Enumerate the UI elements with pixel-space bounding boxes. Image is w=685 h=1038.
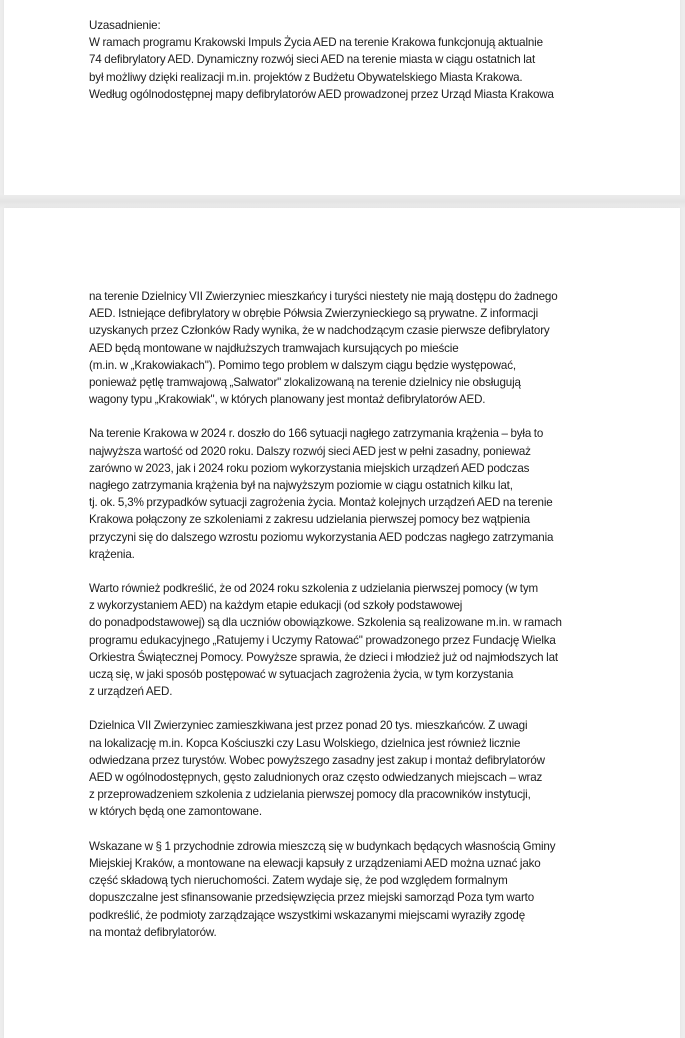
text-line: uzyskanych przez Członków Rady wynika, że w nadchodzącym czasie pierwsze defibrylatory: [89, 324, 550, 338]
text-line: Według ogólnodostępnej mapy defibrylatorów AED prowadzonej przez Urząd Miasta Krakowa: [89, 87, 554, 101]
text-line: AED. Istniejące defibrylatory w obrębie Półwsia Zwierzynieckiego są prywatne. Z informacji: [89, 307, 539, 321]
text-line: ponieważ pętlę tramwajową „Salwator" zlokalizowaną na terenie dzielnicy nie obsługują: [89, 376, 521, 390]
document-page-1: [4, 0, 680, 195]
text-line: z wykorzystaniem AED) na każdym etapie edukacji (od szkoły podstawowej: [89, 599, 463, 613]
text-line: AED będą montowane w najdłuższych tramwajach kursujących po mieście: [89, 341, 459, 355]
document-page-2: [4, 208, 680, 1038]
text-line: dopuszczalne jest sfinansowanie przedsięwzięcia przez miejski samorząd Poza tym warto: [89, 891, 535, 905]
text-line: W ramach programu Krakowski Impuls Życia AED na terenie Krakowa funkcjonują aktualnie: [89, 36, 543, 50]
page-separator: [0, 195, 685, 208]
text-line: Wskazane w § 1 przychodnie zdrowia mieszczą się w budynkach będących własnością Gminy: [89, 839, 556, 853]
text-line: na montaż defibrylatorów.: [89, 925, 217, 939]
text-line: nagłego zatrzymania krążenia był na najwyższym poziomie w ciągu ostatnich kilku lat,: [89, 479, 513, 493]
text-line: podkreślić, że podmioty zarządzające wszystkimi wskazanymi miejscami wyraziły zgodę: [89, 908, 526, 922]
paragraph-district-population: [89, 717, 609, 820]
text-line: część składową tych nieruchomości. Zatem wydaje się, że pod względem formalnym: [89, 874, 508, 888]
text-line: z przeprowadzeniem szkolenia z udzielania pierwszej pomocy dla pracowników instytucji,: [89, 788, 531, 802]
justification-section-continued: [89, 288, 609, 941]
text-line: Warto również podkreślić, że od 2024 roku szkolenia z udzielania pierwszej pomocy (w tym: [89, 582, 538, 596]
text-line: najwyższa wartość od 2020 roku. Dalszy rozwój sieci AED jest w pełni zasadny, ponieważ: [89, 444, 531, 458]
text-line: na lokalizację m.in. Kopca Kościuszki czy Lasu Wolskiego, dzielnica jest również licznie: [89, 736, 521, 750]
text-line: wagony typu „Krakowiak", w których planowany jest montaż defibrylatorów AED.: [89, 393, 486, 407]
text-line: zarówno w 2023, jak i 2024 roku poziom wykorzystania miejskich urządzeń AED podczas: [89, 461, 530, 475]
paragraph-spacer: [89, 821, 609, 838]
paragraph-spacer: [89, 700, 609, 717]
text-line: Na terenie Krakowa w 2024 r. doszło do 166 sytuacji nagłego zatrzymania krążenia – była to: [89, 427, 544, 441]
text-line: na terenie Dzielnicy VII Zwierzyniec mieszkańcy i turyści niestety nie mają dostępu do żadnego: [89, 290, 558, 303]
paragraph-health-clinics: [89, 838, 609, 941]
text-line: programu edukacyjnego „Ratujemy i Uczymy Ratować" prowadzonego przez Fundację Wielka: [89, 633, 556, 647]
text-line: krążenia.: [89, 547, 135, 561]
text-line: Miejskiej Kraków, a montowane na elewacji kapsuły z urządzeniami AED można uznać jako: [89, 856, 541, 870]
text-line: uczą się, w jaki sposób postępować w sytuacjach zagrożenia życia, w tym korzystania: [89, 668, 514, 682]
text-line: Krakowa połączony ze szkoleniami z zakresu udzielania pierwszej pomocy bez wątpienia: [89, 513, 530, 527]
text-line: odwiedzana przez turystów. Wobec powyższego zasadny jest zakup i montaż defibrylatorów: [89, 753, 545, 767]
paragraph-cardiac-statistics: [89, 425, 609, 563]
paragraph-aed-access: [89, 288, 609, 408]
justification-section-start: [89, 17, 609, 103]
paragraph-spacer: [89, 408, 609, 425]
text-line: AED w ogólnodostępnych, gęsto zaludnionych oraz często odwiedzanych miejscach – wraz: [89, 771, 543, 785]
paragraph-spacer: [89, 563, 609, 580]
text-line: przyczyni się do dalszego wzrostu poziomu wykorzystania AED podczas nagłego zatrzymania: [89, 530, 554, 544]
text-line: w których będą one zamontowane.: [89, 805, 262, 819]
section-heading: Uzasadnienie:: [89, 19, 161, 32]
text-line: był możliwy dzięki realizacji m.in. projektów z Budżetu Obywatelskiego Miasta Krakowa.: [89, 70, 523, 84]
text-line: tj. ok. 5,3% przypadków sytuacji zagrożenia życia. Montaż kolejnych urządzeń AED na terenie: [89, 496, 553, 510]
text-line: z urządzeń AED.: [89, 685, 173, 699]
text-line: Dzielnica VII Zwierzyniec zamieszkiwana jest przez ponad 20 tys. mieszkańców. Z uwagi: [89, 719, 528, 733]
text-line: do ponadpodstawowej) są dla uczniów obowiązkowe. Szkolenia są realizowane m.in. w ramach: [89, 616, 562, 630]
text-line: 74 defibrylatory AED. Dynamiczny rozwój sieci AED na terenie miasta w ciągu ostatnich lat: [89, 53, 536, 67]
text-line: (m.in. w „Krakowiakach"). Pomimo tego problem w dalszym ciągu będzie występować,: [89, 358, 516, 372]
paragraph-first-aid-training: [89, 580, 609, 700]
text-line: Orkiestra Świątecznej Pomocy. Powyższe sprawia, że dzieci i młodzież już od najmłodszych lat: [89, 650, 558, 664]
